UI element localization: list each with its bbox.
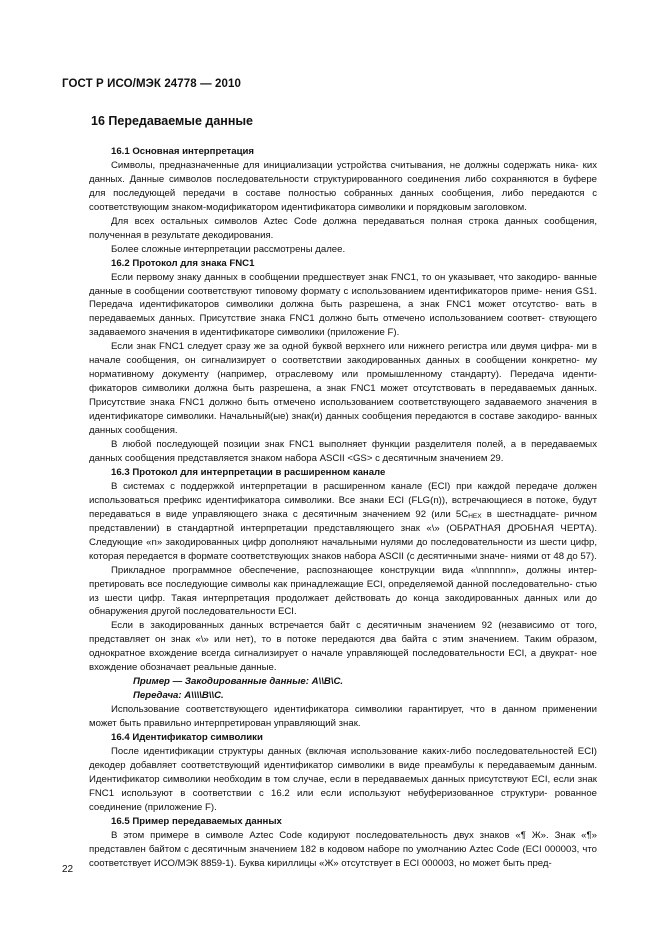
example-line: Передача: A\\\\B\\C. [133, 690, 224, 702]
section-16-1 [89, 145, 597, 257]
subsection-title: 16.4 Идентификатор символики [111, 732, 263, 744]
example-line: Пример — Закодированные данные: A\\B\C. [133, 676, 344, 688]
section-16-3 [89, 466, 597, 731]
paragraph: Если первому знаку данных в сообщении предшествует знак FNC1, то он указывает, что закодиро- ванные данные в сообщении соответствуют типовому формату с использованием идентификаторов приме- нения GS1. Передача идентификаторов символики должна быть разрешена, а знак FNC1 может отсутство- вать в передаваемых данных. Присутствие знака FNC1 должно быть отмечено использованием соответ- ствующего задаваемого значения в идентификаторе символики (приложение F). [89, 271, 597, 339]
subsection-title: 16.1 Основная интерпретация [111, 146, 254, 157]
page-content [89, 108, 597, 871]
subsection-title: 16.2 Протокол для знака FNC1 [111, 257, 255, 269]
section-16-4 [89, 731, 597, 815]
paragraph: После идентификации структуры данных (включая использование каких-либо последовательностей ECI) декодер добавляет соответствующий идентификатор символики в виде преамбулы к передаваемым данным. Идентификатор символики необходим в том случае, если в передаваемых данных присутствуют ECI, если знак FNC1 используют в соответствии с 16.2 или если используют небуферизованное структури- рованное соединение (приложение F). [89, 745, 597, 813]
paragraph-text: в шестнадцате- ричном представлении) в стандартной интерпретации представляющего знак «\» (ОБРАТНАЯ ДРОБНАЯ ЧЕРТА). Следующие «n» закодированных цифр дополняют начальными нулями до последовательности из шести цифр, которая передается в формате соответствующих знаков набора ASCII (с десятичными значе- ниями от 48 до 57). [89, 508, 598, 562]
paragraph-text: В системах с поддержкой интерпретации в расширенном канале (ECI) при каждой передаче должен использоваться префикс идентификатора символики. Все знаки ECI (FLG(n)), встречающиеся в потоке, будут передаваться в виде управляющего знака с десятичным значением 92 (или 5C [89, 480, 597, 520]
paragraph: Если знак FNC1 следует сразу же за одной буквой верхнего или нижнего регистра или двумя цифра- ми в начале сообщения, он сигнализирует о соответствии закодированных данных в сообщении конкретно- му нормативному документу (например, отраслевому или промышленному стандарту). Передача иденти- фикаторов символики должна быть разрешена, а знак FNC1 может отсутствовать в передаваемых данных. Присутствие знака FNC1 должно быть отмечено использованием соответствующего задаваемого значения в идентификаторе символики. Начальный(ые) знак(и) данных сообщения передаются в составе закодиро- ванных данных сообщения. [89, 341, 597, 437]
paragraph: Символы, предназначенные для инициализации устройства считывания, не должны содержать ника- ких данных. Данные символов последовательности структурированного соединения либо сохраняются в буфере для последующей передачи в составе полностью собранных данных сообщения, либо передаются с соответствующим знаком-модификатором идентификатора символики и порядковым заголовком. [89, 159, 597, 213]
section-title: 16 Передаваемые данные [91, 114, 254, 128]
paragraph: Более сложные интерпретации рассмотрены далее. [111, 243, 346, 255]
paragraph [89, 480, 597, 564]
hex-subscript: HEX [468, 512, 482, 520]
paragraph: В любой последующей позиции знак FNC1 выполняет функции разделителя полей, а в передаваемых данных сообщения представляется знаком набора ASCII <GS> с десятичным значением 29. [89, 439, 597, 464]
paragraph: Если в закодированных данных встречается байт с десятичным значением 92 (независимо от того, представляет он знак «\» или нет), то в потоке передаются два байта с этим значением. Таким образом, однократное вхождение всегда сигнализирует о начале управляющей последовательности ECI, а двукрат- ное вхождение обозначает реальные данные. [89, 620, 597, 674]
subsection-title: 16.5 Пример передаваемых данных [111, 815, 282, 827]
paragraph: Прикладное программное обеспечение, распознающее конструкции вида «\nnnnnn», должны интер- претировать все последующие символы как принадлежащие ECI, определяемой данной последовательно- стью из шести цифр. Такая интерпретация продолжает действовать до конца закодированных данных или до обнаружения другой последовательности ECI. [89, 564, 597, 618]
paragraph: В этом примере в символе Aztec Code кодируют последовательность двух знаков «¶ Ж». Знак «¶» представлен байтом с десятичным значением 182 в кодовом наборе по умолчанию Aztec Code (ECI 000003, что соответствует ИСО/МЭК 8859-1). Буква кириллицы «Ж» отсутствует в ECI 000003, но может быть пред- [89, 829, 597, 869]
running-header: ГОСТ Р ИСО/МЭК 24778 — 2010 [62, 78, 241, 90]
section-16-5 [89, 815, 597, 871]
section-16-2 [89, 257, 597, 466]
paragraph: Для всех остальных символов Aztec Code должна передаваться полная строка данных сообщения, полученная в результате декодирования. [89, 215, 597, 241]
paragraph: Использование соответствующего идентификатора символики гарантирует, что в данном применении может быть правильно интерпретирован управляющий знак. [89, 704, 597, 730]
page-number: 22 [62, 864, 74, 875]
subsection-title: 16.3 Протокол для интерпретации в расширенном канале [111, 466, 386, 478]
